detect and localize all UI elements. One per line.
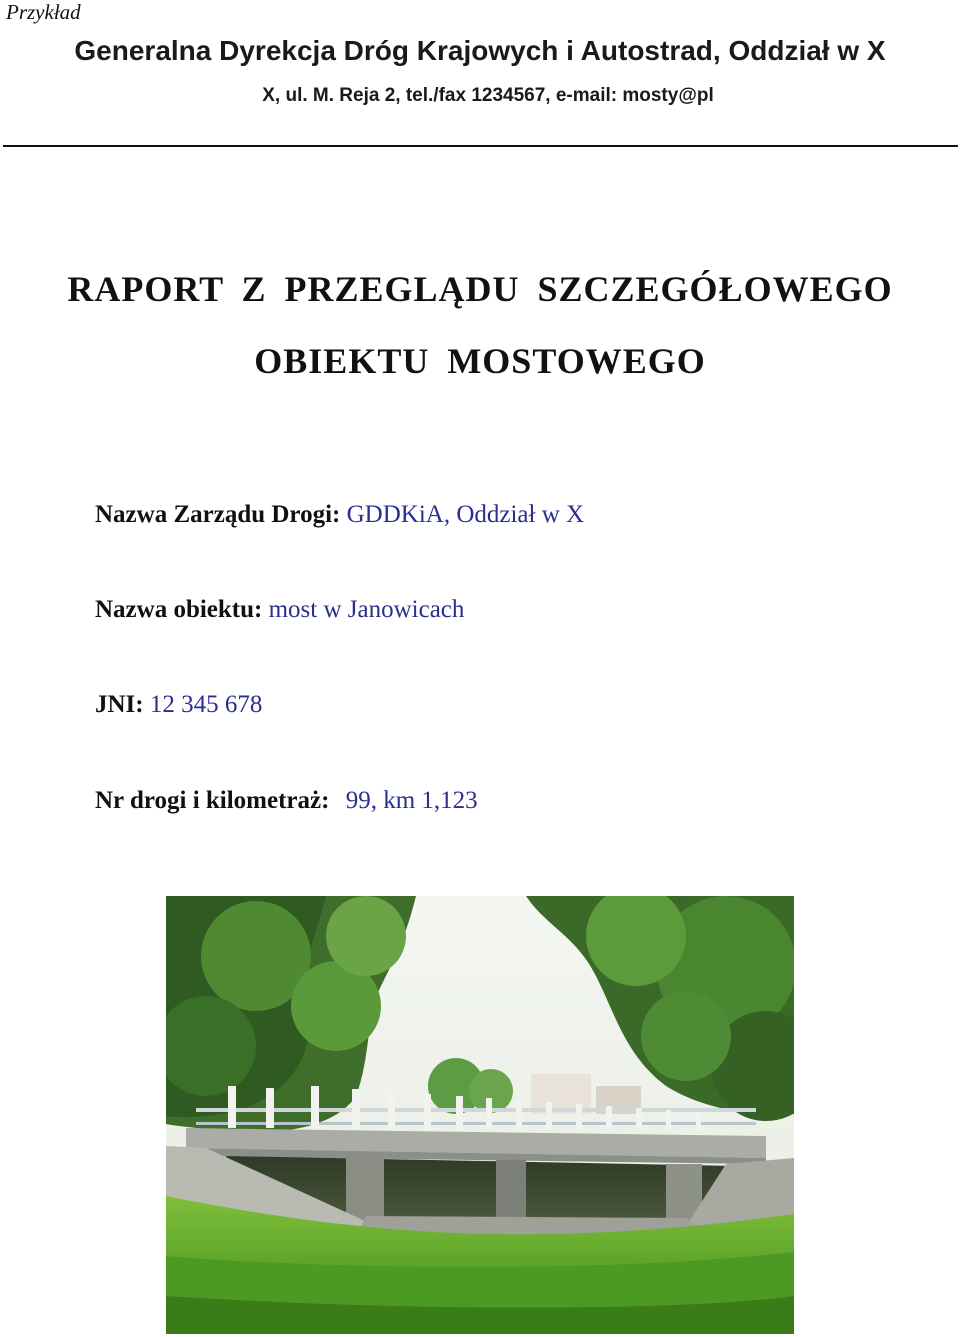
field-label: Nazwa Zarządu Drogi: <box>95 501 341 528</box>
field-value: 99, km 1,123 <box>345 787 478 814</box>
field-road-kilometer <box>95 786 478 816</box>
bridge-photo <box>166 896 794 1334</box>
field-label: Nazwa obiektu: <box>95 596 263 623</box>
field-value: GDDKiA, Oddział w X <box>346 501 585 528</box>
field-label: Nr drogi i kilometraż: <box>95 787 330 814</box>
field-jni <box>95 690 262 720</box>
bridge-illustration <box>166 896 794 1334</box>
example-label: Przykład <box>6 0 81 24</box>
field-road-authority <box>95 500 584 530</box>
report-title-line1: RAPORT Z PRZEGLĄDU SZCZEGÓŁOWEGO <box>67 269 893 309</box>
field-value: 12 345 678 <box>149 691 263 718</box>
field-label: JNI: <box>95 691 144 718</box>
organization-address: X, ul. M. Reja 2, tel./fax 1234567, e-mail: mosty@pl <box>262 85 714 106</box>
organization-name: Generalna Dyrekcja Dróg Krajowych i Autostrad, Oddział w X <box>74 35 886 66</box>
field-object-name <box>95 595 464 625</box>
header-divider <box>3 145 958 147</box>
field-value: most w Janowicach <box>268 596 465 623</box>
report-title-line2: OBIEKTU MOSTOWEGO <box>254 341 706 381</box>
